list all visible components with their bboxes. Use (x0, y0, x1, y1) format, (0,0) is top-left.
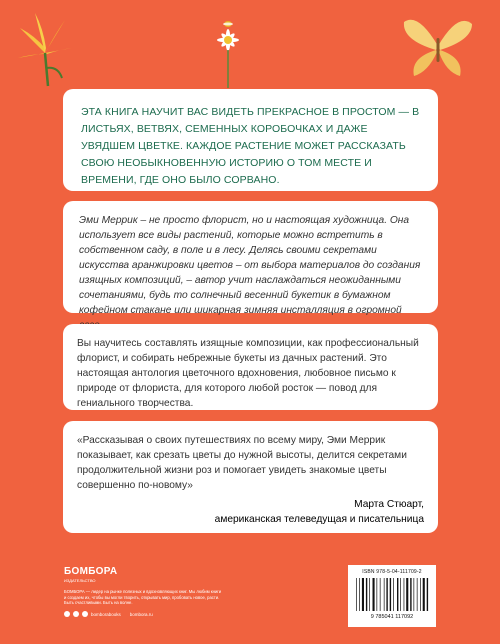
benefit-card (63, 324, 438, 410)
quote-text: «Рассказывая о своих путешествиях по всему миру, Эми Меррик показывает, как срезать цветы до нужной высоты, делится секретами продолжительной жизни роз и помогает увидеть знакомые цветы совершенно по-новому» (77, 435, 407, 491)
intro-card (63, 89, 438, 191)
benefit-text: Вы научитесь составлять изящные композиции, как профессиональный флорист, и собирать небрежные букеты из дачных растений. Это настоящая антология цветочного вдохновения, любовное письмо к природе от флориста, для которого любой росток — повод для гениального творчества. (77, 338, 419, 409)
quote-author-title: американская телеведущая и писательница (214, 514, 424, 525)
publisher-subtitle: ИЗДАТЕЛЬСТВО (64, 578, 96, 583)
youtube-icon (82, 611, 88, 617)
publisher-logo: БОМБОРА (64, 566, 118, 577)
quote-author (77, 497, 424, 527)
isbn-text: ISBN 978-5-04-111709-2 (362, 569, 422, 575)
intro-text: ЭТА КНИГА НАУЧИТ ВАС ВИДЕТЬ ПРЕКРАСНОЕ В ПРОСТОМ — В ЛИСТЬЯХ, ВЕТВЯХ, СЕМЕННЫХ КОРОБОЧКАХ И ДАЖЕ УВЯДШЕМ ЦВЕТКЕ. КАЖДОЕ РАСТЕНИЕ МОЖЕТ РАССКАЗАТЬ СВОЮ НЕОБЫКНОВЕННУЮ ИСТОРИЮ О ТОМ МЕСТЕ И ВРЕМЕНИ, ГДЕ ОНО БЫЛО СОРВАНО. (81, 106, 420, 186)
vk-icon (64, 611, 70, 617)
barcode-box (348, 565, 436, 627)
lily-flower-illustration (10, 8, 80, 88)
publisher-site: bombora.ru (129, 611, 153, 617)
quote-author-name: Марта Стюарт, (354, 499, 424, 510)
about-author-text: Эми Меррик – не просто флорист, но и настоящая художница. Она использует все виды растений, которые можно встретить в собственном саду, в поле и в лесу. Делясь своими секретами искусства аранжировки цветов – от выбора материалов до создания изящных композиций, – автор учит наслаждаться неожиданными сочетаниями, будь то солнечный весенний букетик в бумажном кофейном стакане или шикарная зимняя инсталляция в огромной (79, 215, 421, 316)
social-handle: bomborabooks (91, 611, 121, 617)
social-links (64, 611, 153, 617)
quote-card (63, 421, 438, 533)
barcode-graphic (353, 577, 431, 619)
barcode-digits: 9 785041 117092 (370, 614, 414, 619)
publisher-note: БОМБОРА — лидер на рынке полезных и вдохновляющих книг. Мы любим книги и создаем их, чтобы вы могли творить, открывать мир, пробовать новое, расти. Быть счастливыми. Быть на волне. (64, 589, 222, 605)
moth-illustration (398, 10, 476, 82)
telegram-icon (73, 611, 79, 617)
about-author-card (63, 201, 438, 316)
daisy-with-bee-illustration (208, 18, 248, 88)
